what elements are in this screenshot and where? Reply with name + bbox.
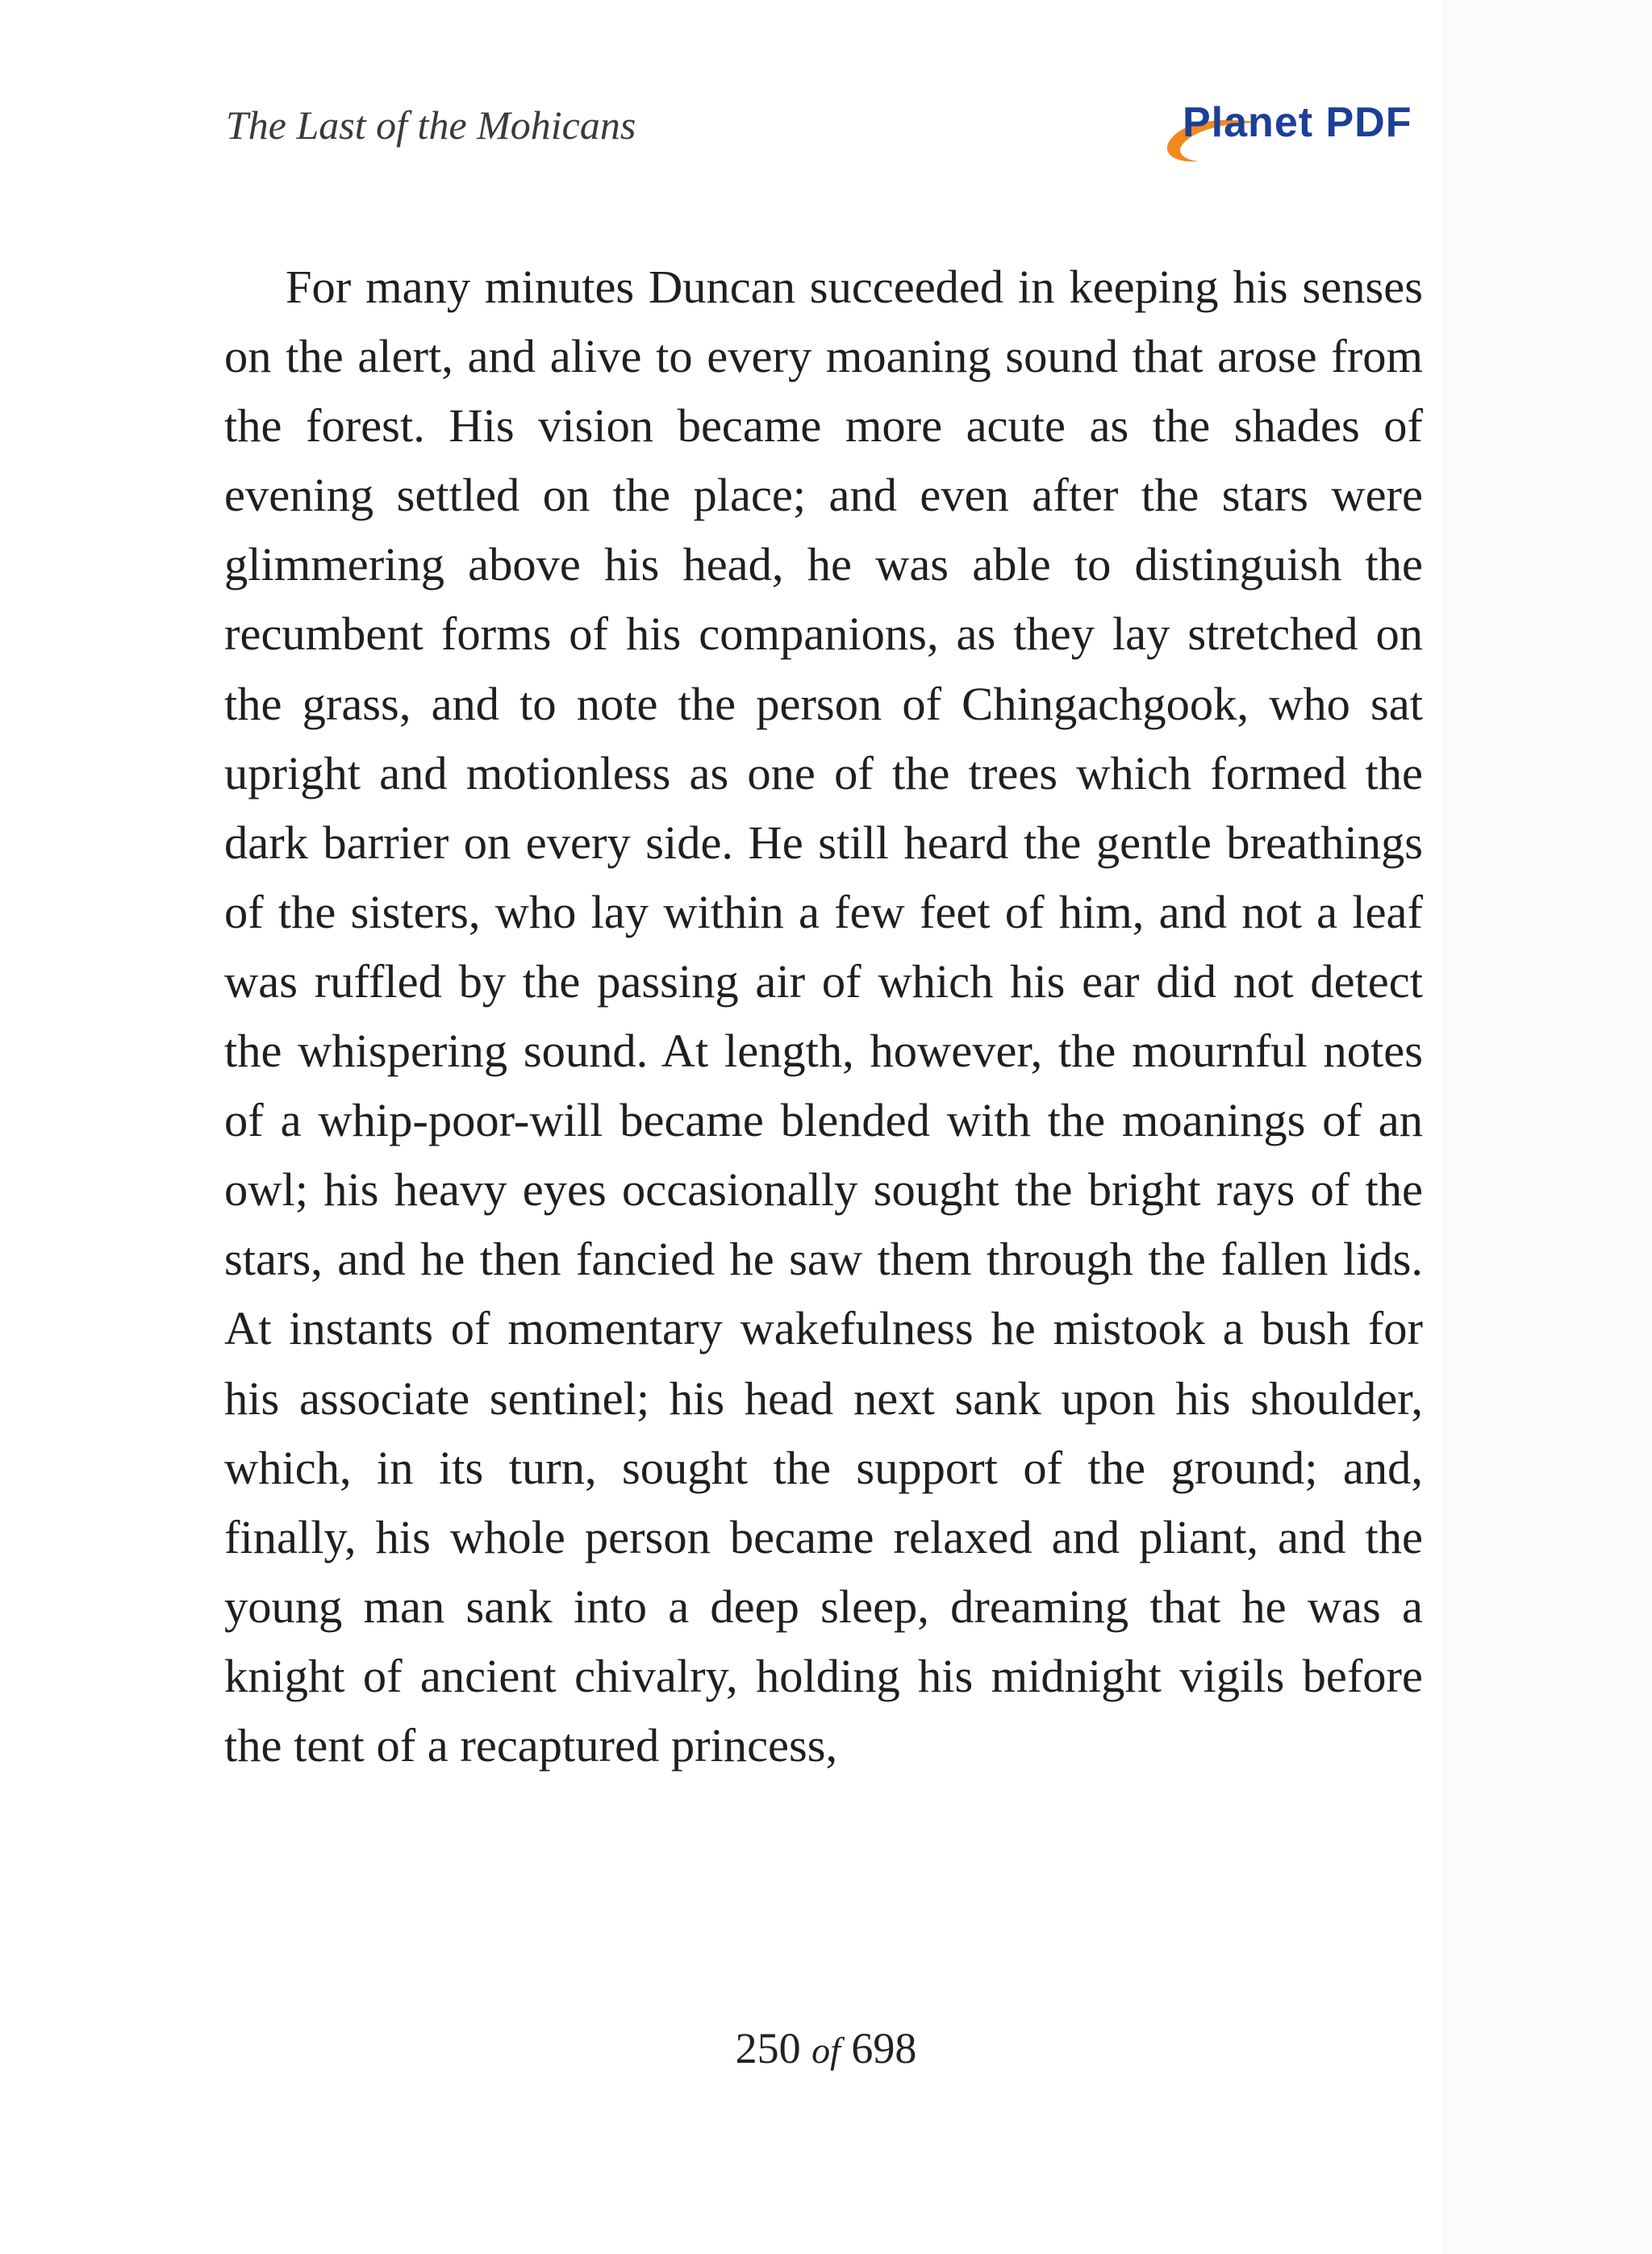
page-margin-shade (1442, 0, 1652, 2254)
page-of-label: of (811, 2030, 841, 2071)
page-number (0, 2023, 1652, 2073)
logo-wordmark: Planet PDF (1183, 99, 1412, 146)
current-page: 250 (735, 2024, 801, 2072)
total-pages: 698 (851, 2024, 917, 2072)
body-paragraph: For many minutes Duncan succeeded in keeping his senses on the alert, and alive to every moaning sound that arose from the forest. His vision became more acute as the shades of evening settled on the place; and even after the stars were glimmering above his head, he was able to distinguish the recumbent forms of his companions, as they lay stretched on the grass, and to note the person of Chingachgook, who sat upright and motionless as one of the trees which formed the dark barrier on every side. He still heard the gentle breathings of the sisters, who lay within a few feet of him, and not a leaf was ruffled by the passing air of which his ear did not detect the whispering sound. At length, however, the mournful notes of a whip-poor-will became blended with the moanings of an owl; his heavy eyes occasionally sought the bright rays of the stars, and he then fancied he saw them through the fallen lids. At instants of momentary wakefulness he mistook a bush for his associate sentinel; his head next sank upon his shoulder, which, in its turn, sought the support of the ground; and, finally, his whole person became relaxed and pliant, and the young man sank into a deep sleep, dreaming that he was a knight of ancient chivalry, holding his midnight vigils before the tent of a recaptured princess, (224, 261, 1423, 1772)
planet-pdf-logo (1163, 95, 1421, 176)
running-title: The Last of the Mohicans (226, 102, 636, 148)
